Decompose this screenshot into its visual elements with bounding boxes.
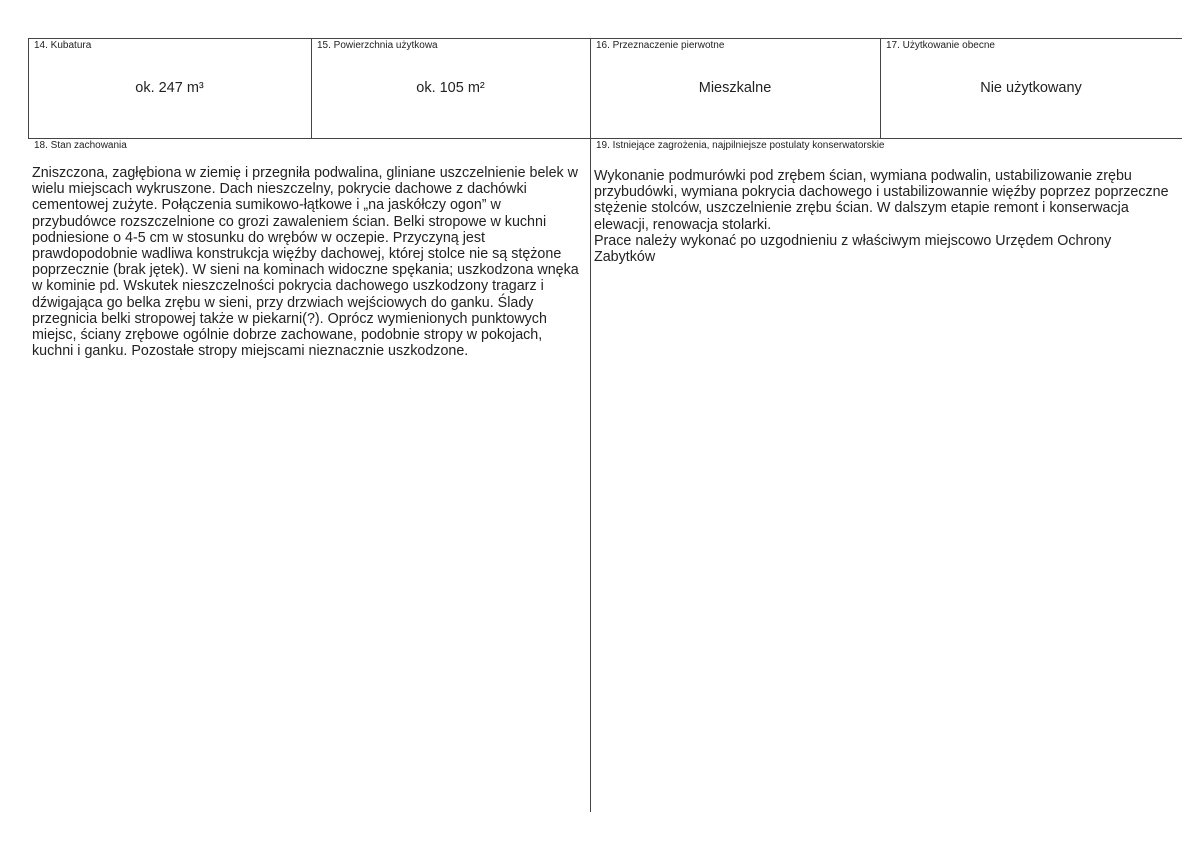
row-divider xyxy=(28,138,1182,139)
stan-zachowania-paragraph: Zniszczona, zagłębiona w ziemię i przegniła podwalina, gliniane uszczelnienie belek w wielu miejscach wykruszone. Dach nieszczelny, pokrycie dachowe z dachówki cementowej zużyte. Połączenia sumikowo-łątkowe i „na jaskółczy ogon” w przybudówce rozszczelnione co grozi zawaleniem ścian. Belki stropowe w kuchni podniesione o 4-5 cm w stosunku do wrębów w oczepie. Przyczyną jest prawdopodobnie wadliwa konstrukcja więźby dachowej, której stolce nie są stężone poprzecznie (brak jętek). W sieni na kominach widoczne spękania; uszkodzona wnęka w kominie pd. Wskutek nieszczelności pokrycia dachowego uszkodzony tragarz i dźwigająca go belka zrębu w sieni, przy drzwiach wejściowych do ganku. Ślady przegnicia belki stropowej także w piekarni(?). Oprócz wymienionych punktowych miejsc, ściany zrębowe ogólnie dobrze zachowane, podobnie stropy w pokojach, kuchni i ganku. Pozostałe stropy miejscami nieznacznie uszkodzone. xyxy=(32,165,579,360)
przeznaczenie-label: 16. Przeznaczenie pierwotne xyxy=(596,40,725,51)
powierzchnia-label: 15. Powierzchnia użytkowa xyxy=(317,40,438,51)
stan-zachowania-label: 18. Stan zachowania xyxy=(34,140,127,151)
zagrozenia-paragraph-2: Prace należy wykonać po uzgodnieniu z właściwym miejscowo Urzędem Ochrony Zabytków xyxy=(594,232,1112,266)
zagrozenia-text xyxy=(594,168,1176,265)
zagrozenia-paragraph-1: Wykonanie podmurówki pod zrębem ścian, wymiana podwalin, ustabilizowanie zrębu przybudówki, wymiana pokrycia dachowego i ustabilizowannie więźby poprzez poprzeczne stężenie stolców, uszczelnienie zrębu ścian. W dalszym etapie remont i konserwacja elewacji, renowacja stolarki. xyxy=(594,168,1169,233)
zagrozenia-label: 19. Istniejące zagrożenia, najpilniejsze postulaty konserwatorskie xyxy=(596,140,885,151)
powierzchnia-value: ok. 105 m² xyxy=(416,80,485,96)
column-divider-2 xyxy=(590,38,591,812)
kubatura-label: 14. Kubatura xyxy=(34,40,92,51)
przeznaczenie-value: Mieszkalne xyxy=(698,80,772,96)
conservation-form xyxy=(28,38,1182,812)
uzytkowanie-label: 17. Użytkowanie obecne xyxy=(886,40,995,51)
uzytkowanie-value: Nie użytkowany xyxy=(980,80,1082,96)
stan-zachowania-text xyxy=(32,165,584,359)
kubatura-value: ok. 247 m³ xyxy=(135,80,204,96)
top-border xyxy=(28,38,1182,39)
